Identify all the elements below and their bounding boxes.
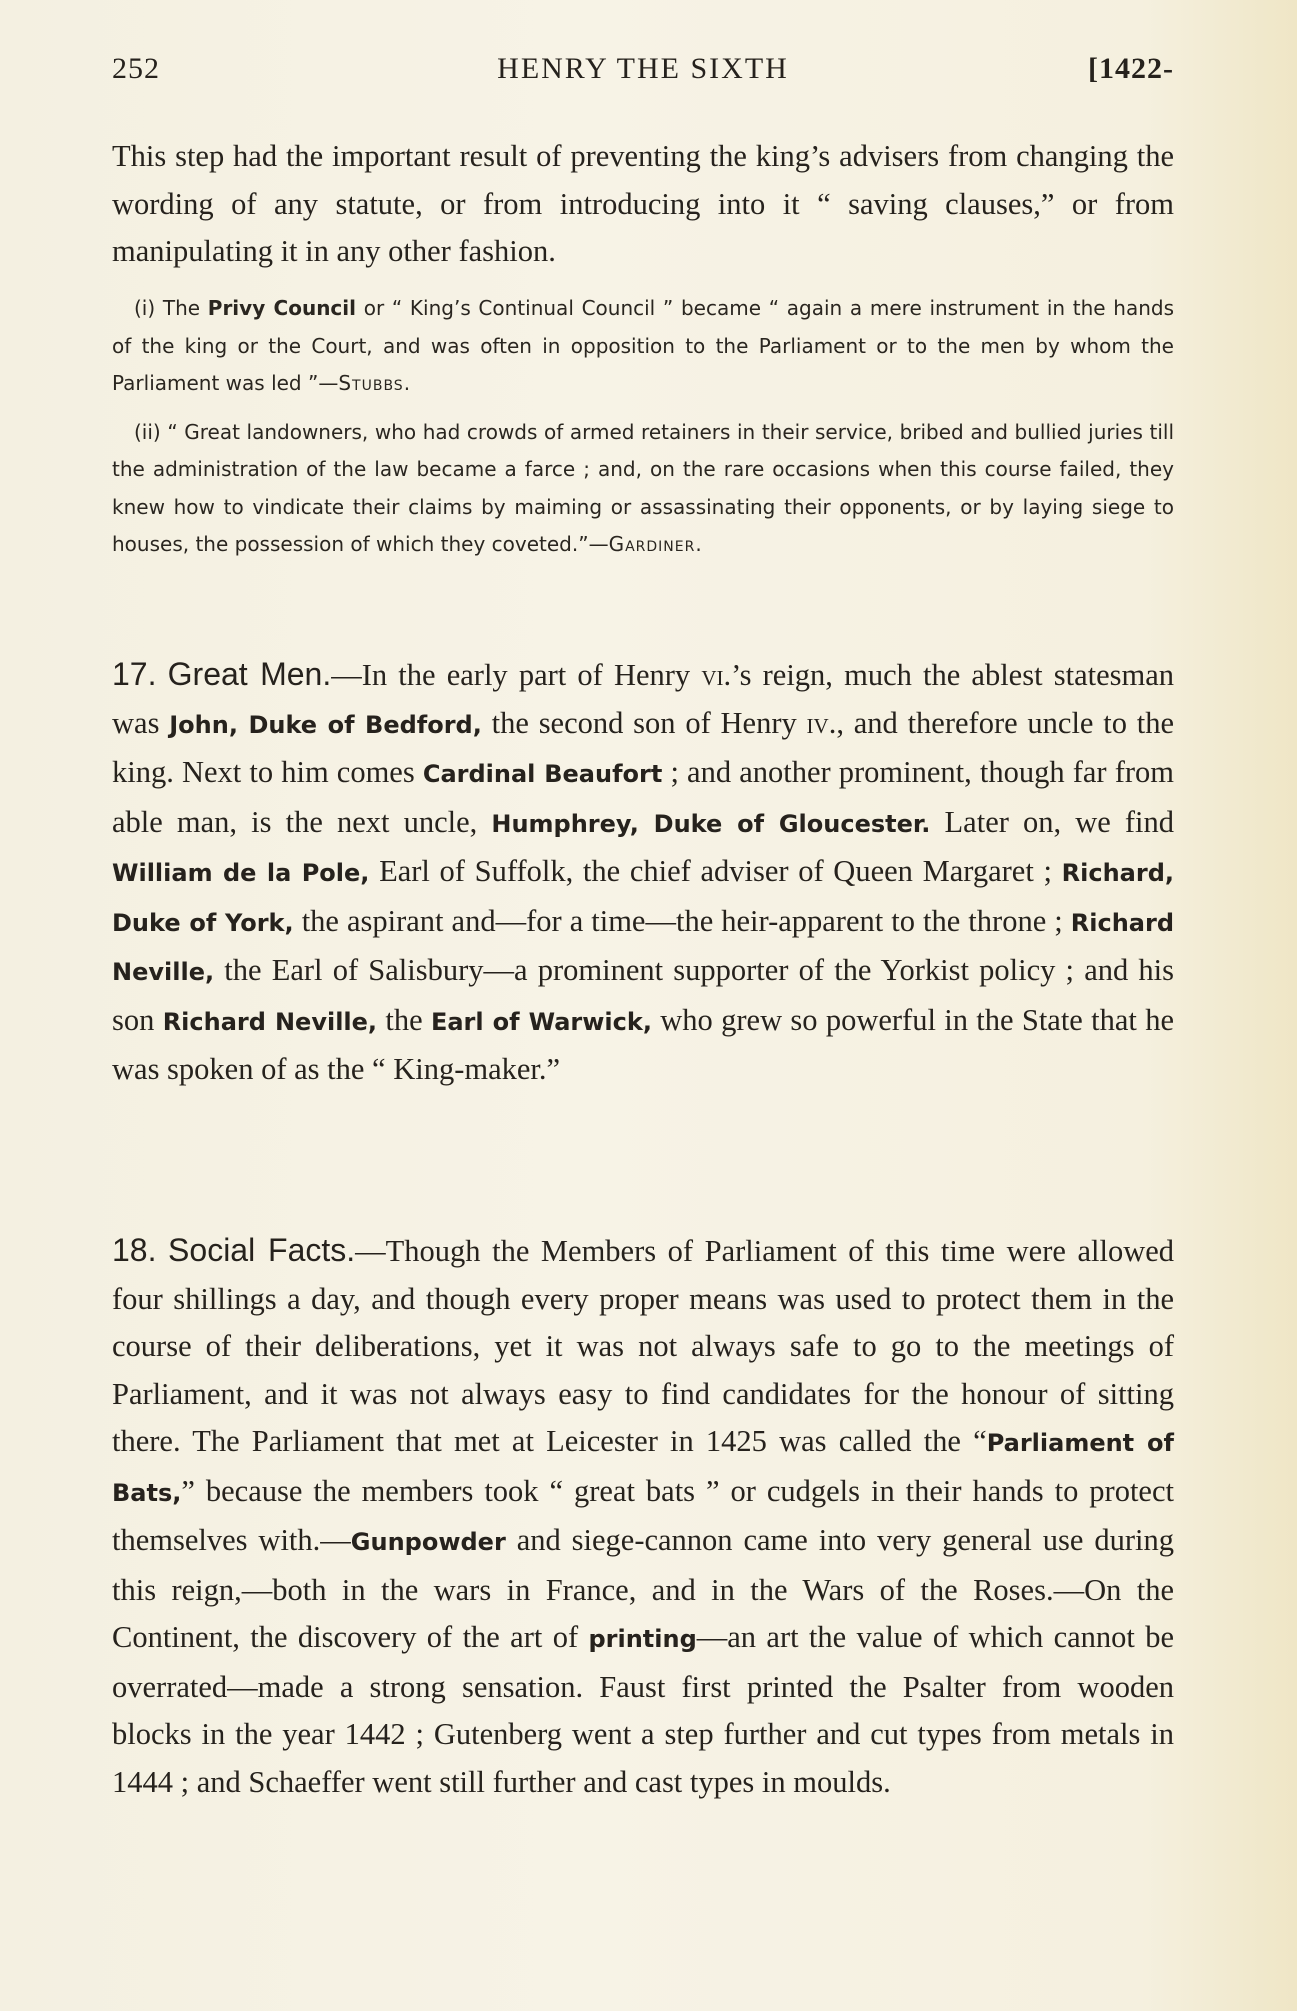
section17-heading: Great Men.: [167, 656, 332, 692]
intro-paragraph: [112, 133, 1174, 276]
section18-text-3: and siege-cannon came into very general use during this reign,—both in the wars in France, and in the Wars of the Roses.—On the Continent, the discovery of the art of: [112, 1523, 1174, 1654]
name-york: Richard, Duke of York,: [112, 859, 1175, 937]
name-neville-son: Richard Neville,: [162, 1007, 378, 1036]
year-marker: [1422-: [1088, 52, 1174, 85]
name-warwick: Earl of Warwick,: [430, 1007, 652, 1036]
term-printing: printing: [588, 1625, 697, 1653]
running-title: HENRY THE SIXTH: [497, 52, 789, 85]
section18-text-1: —Though the Members of Parliament of this time were allowed four shillings a day, and though every proper means was used to protect them in the course of their deliberations, yet it was not always safe to go to the meetings of Parliament, and it was not always easy to find candidates for the honour of sitting there. The Parliament that met at Leicester in 1425 was called the “: [112, 1234, 1175, 1458]
note-landowners: [112, 414, 1174, 564]
section17-text-11: who grew so powerful in the State that he was spoken of as the “ King-maker.”: [112, 1002, 1174, 1086]
page-number: 252: [112, 52, 160, 85]
note2-author: Gardiner.: [608, 532, 703, 556]
page-header: [112, 52, 1174, 96]
section-18: [112, 1227, 1174, 1806]
name-bedford: John, Duke of Bedford,: [169, 710, 482, 739]
note2-label: (ii): [134, 419, 161, 444]
note1-text: or “ King’s Continual Council ” became “ again a mere instrument in the hands of the king or the Court, and was often in opposition to the Parliament or to the men by whom the Parliament was led ”—: [112, 296, 1175, 395]
section17-text-3: the second son of Henry: [491, 705, 797, 740]
name-gloucester: Humphrey, Duke of Gloucester.: [491, 809, 931, 838]
section17-text-9: the Earl of Salisbury—a prominent supporter of the Yorkist policy ; and his son: [112, 953, 1174, 1037]
section-17: [112, 651, 1174, 1094]
note1-term: Privy Council: [207, 296, 356, 320]
section17-number: 17.: [112, 656, 157, 692]
section18-heading: Social Facts.: [168, 1232, 356, 1268]
note1-author: Stubbs.: [338, 371, 412, 395]
section17-text-6: Later on, we find: [944, 804, 1175, 839]
section17-text-10: the: [385, 1002, 423, 1037]
section17-text-5: ; and another prominent, though far from able man, is the next uncle,: [112, 755, 1174, 839]
note1-label: (i): [134, 296, 156, 320]
intro-text: This step had the important result of preventing the king’s advisers from changing the wording of any statute, or from introducing into it “ saving clauses,” or from manipulating it in any other fashion.: [112, 139, 1174, 268]
section17-text-4: , and therefore uncle to the king. Next to him comes: [112, 705, 1175, 789]
note1-pre: The: [162, 296, 201, 320]
section17-text-2: ’s reign, much the ablest statesman was: [112, 658, 1174, 740]
name-neville-salisbury: Richard Neville,: [112, 908, 1175, 986]
term-parliament-of-bats: Parliament of Bats,: [112, 1429, 1174, 1507]
regnal-iv: iv.: [806, 705, 837, 740]
note-privy-council: [112, 290, 1174, 403]
section18-text-2: ” because the members took “ great bats ” or cudgels in their hands to protect themselves with.—: [112, 1473, 1174, 1557]
section18-text-4: —an art the value of which cannot be overrated—made a strong sensation. Faust first printed the Psalter from wooden blocks in the year 1442 ; Gutenberg went a step further and cut types from metals in 1444 ; and Schaeffer went still further and cast types in moulds.: [112, 1620, 1175, 1799]
footnotes: [112, 290, 1174, 575]
name-beaufort: Cardinal Beaufort: [422, 760, 663, 788]
name-de-la-pole: William de la Pole,: [112, 859, 370, 887]
section18-number: 18.: [112, 1232, 157, 1268]
section17-text-7: Earl of Suffolk, the chief adviser of Queen Margaret ;: [379, 854, 1052, 888]
term-gunpowder: Gunpowder: [350, 1528, 506, 1556]
section17-text-1: —In the early part of Henry: [331, 658, 691, 692]
note2-text: “ Great landowners, who had crowds of armed retainers in their service, bribed and bullied juries till the administration of the law became a farce ; and, on the rare occasions when this course failed, they knew how to vindicate their claims by maiming or assassinating their opponents, or by laying siege to houses, the possession of which they coveted.”—: [112, 419, 1175, 556]
section17-text-8: the aspirant and—for a time—the heir-apparent to the throne ;: [301, 903, 1063, 938]
regnal-vi: vi.: [701, 658, 732, 692]
